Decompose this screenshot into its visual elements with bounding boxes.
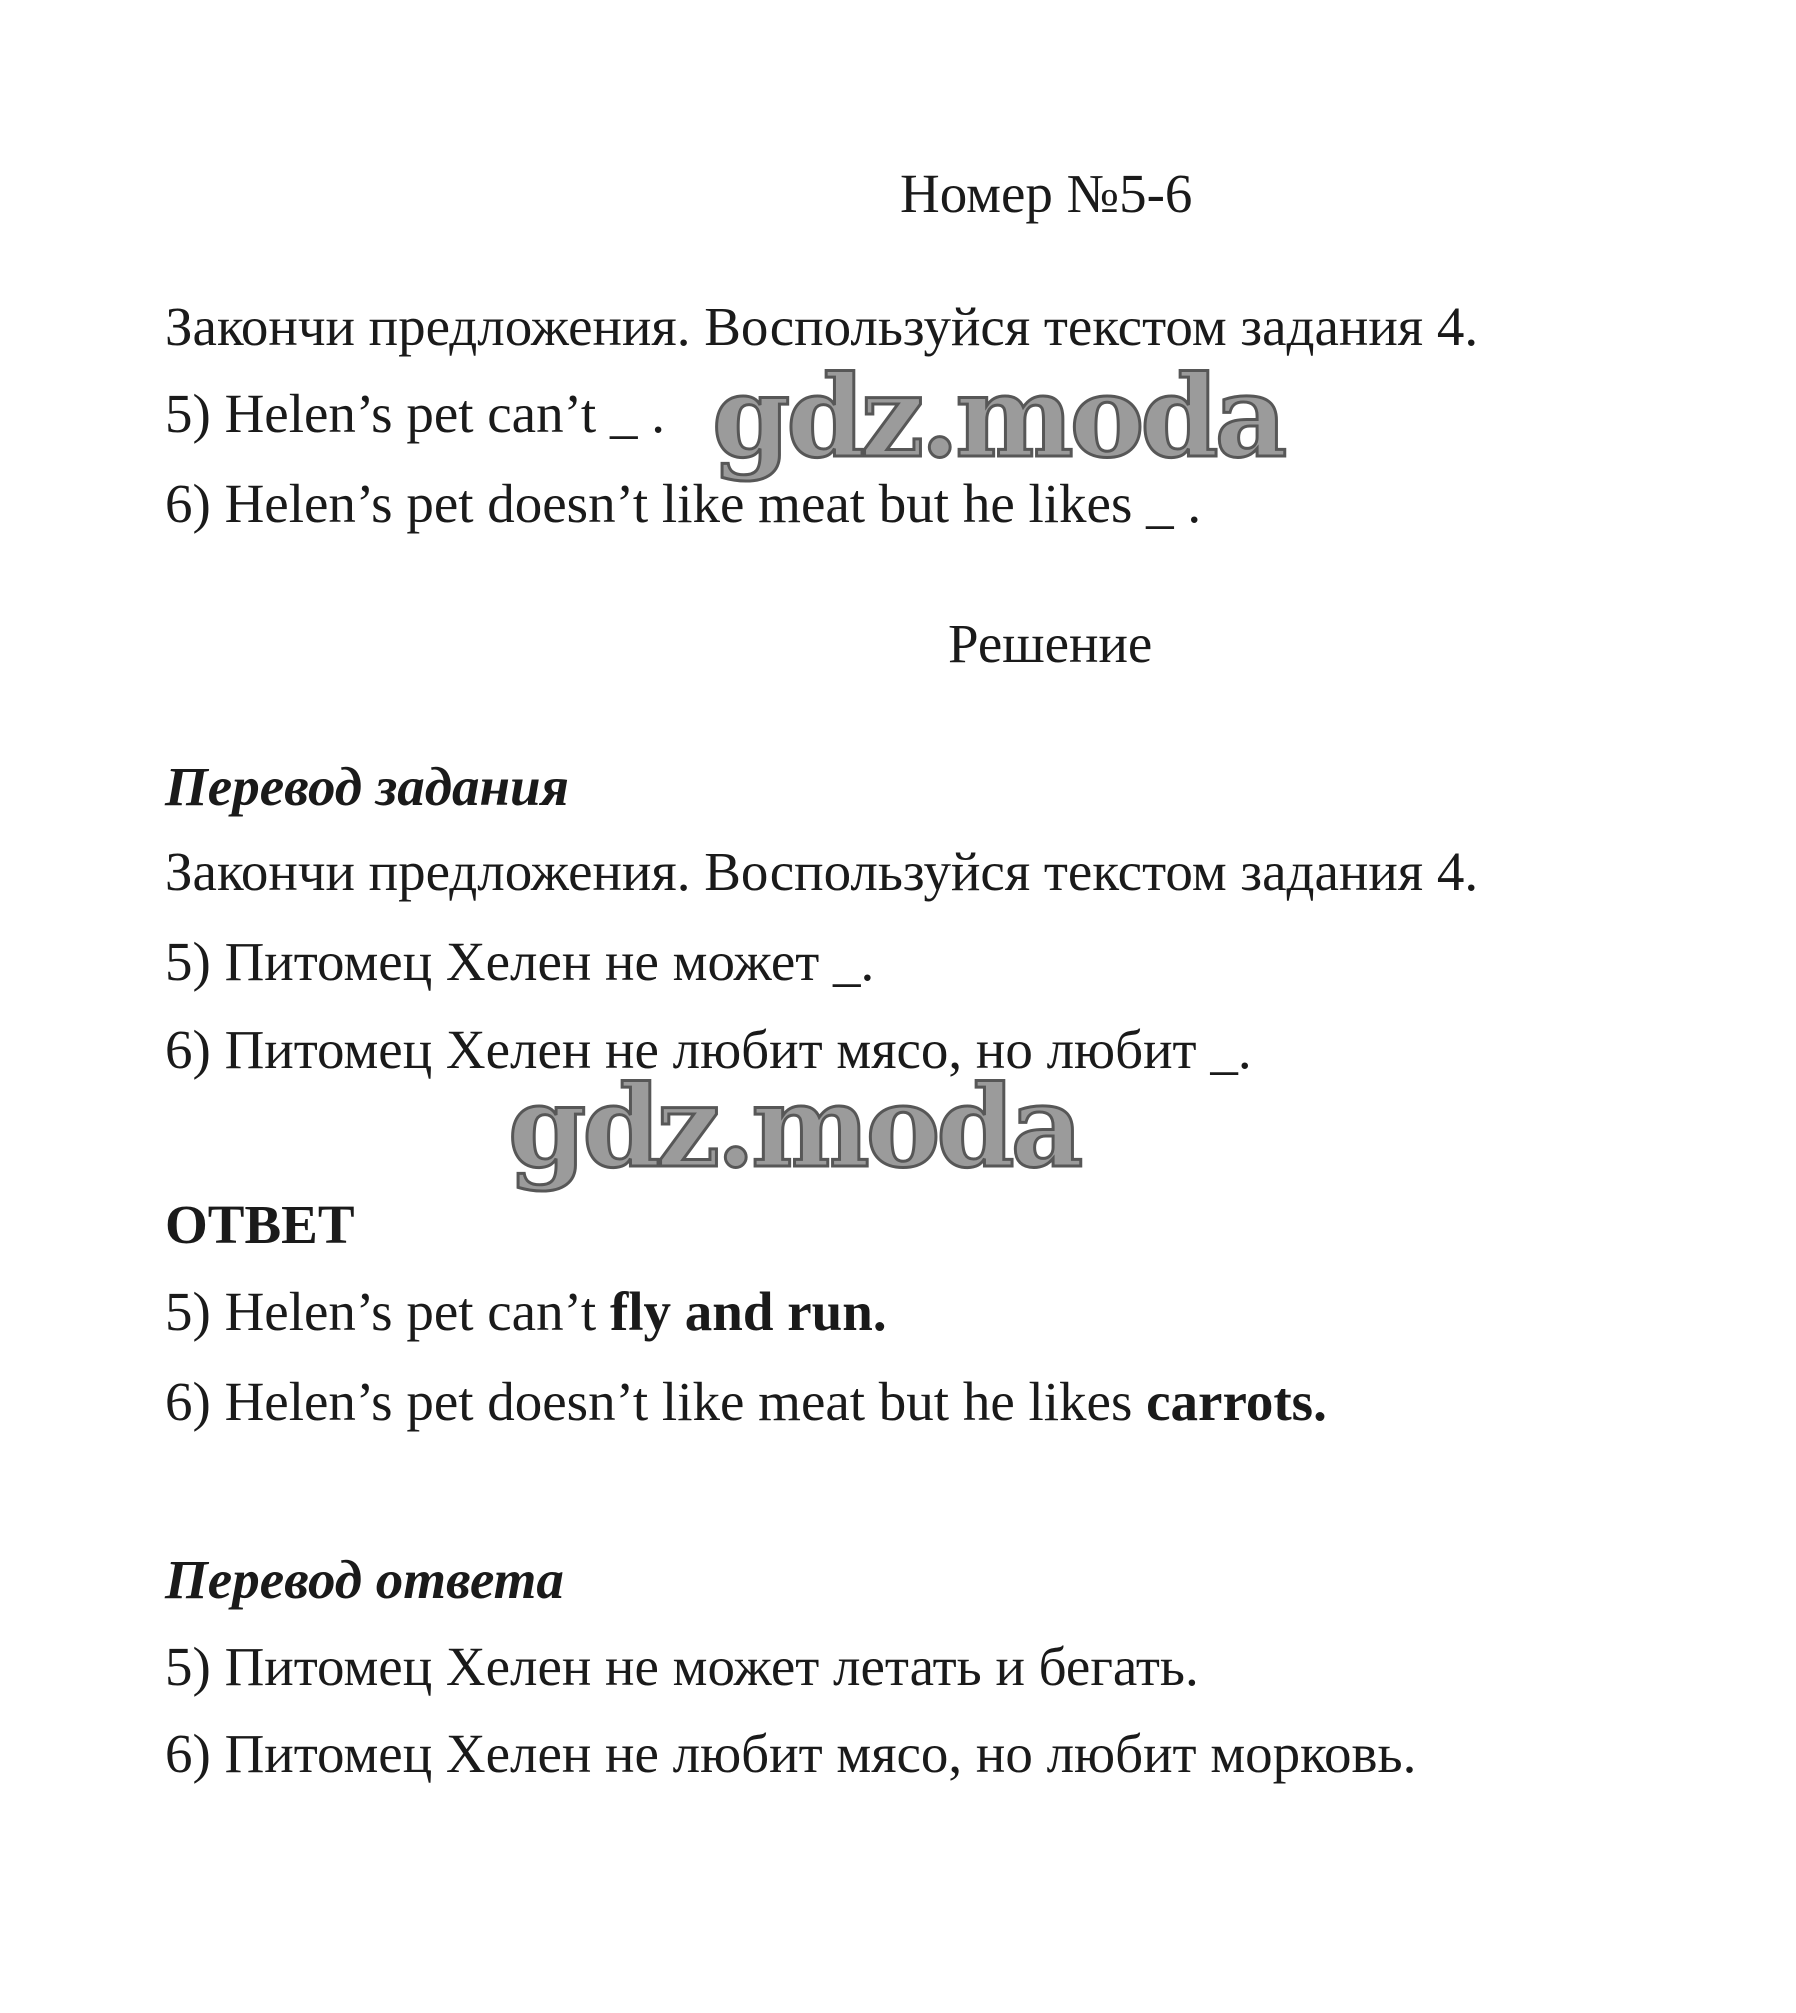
task-item-6: 6) Helen’s pet doesn’t like meat but he likes _ . — [165, 473, 1202, 534]
answer-translation-item-6: 6) Питомец Хелен не любит мясо, но любит морковь. — [165, 1723, 1417, 1784]
task-translation-heading: Перевод задания — [165, 756, 569, 817]
task-instruction: Закончи предложения. Воспользуйся текстом задания 4. — [165, 296, 1479, 357]
answer-translation-heading: Перевод ответа — [165, 1549, 564, 1610]
answer-item-5-value: fly and run. — [609, 1281, 887, 1342]
task-translation-item-5: 5) Питомец Хелен не может _. — [165, 931, 875, 992]
answer-item-6 — [165, 1370, 1327, 1434]
answer-item-5-prefix: 5) Helen’s pet can’t — [165, 1281, 610, 1342]
answer-item-6-value: carrots. — [1146, 1371, 1327, 1432]
task-item-5: 5) Helen’s pet can’t _ . — [165, 383, 665, 444]
answer-translation-item-5: 5) Питомец Хелен не может летать и бегать. — [165, 1636, 1199, 1697]
answer-item-5 — [165, 1280, 887, 1344]
page-title: Номер №5-6 — [900, 163, 1193, 224]
task-translation-item-6: 6) Питомец Хелен не любит мясо, но любит _. — [165, 1019, 1252, 1080]
answer-item-6-prefix: 6) Helen’s pet doesn’t like meat but he likes — [165, 1371, 1147, 1432]
watermark-logo: gdz.moda — [508, 1062, 1080, 1193]
task-translation-instruction: Закончи предложения. Воспользуйся текстом задания 4. — [165, 841, 1479, 902]
solution-heading: Решение — [948, 613, 1153, 674]
answer-heading: ОТВЕТ — [165, 1194, 355, 1255]
watermark-logo: gdz.moda — [712, 352, 1284, 483]
